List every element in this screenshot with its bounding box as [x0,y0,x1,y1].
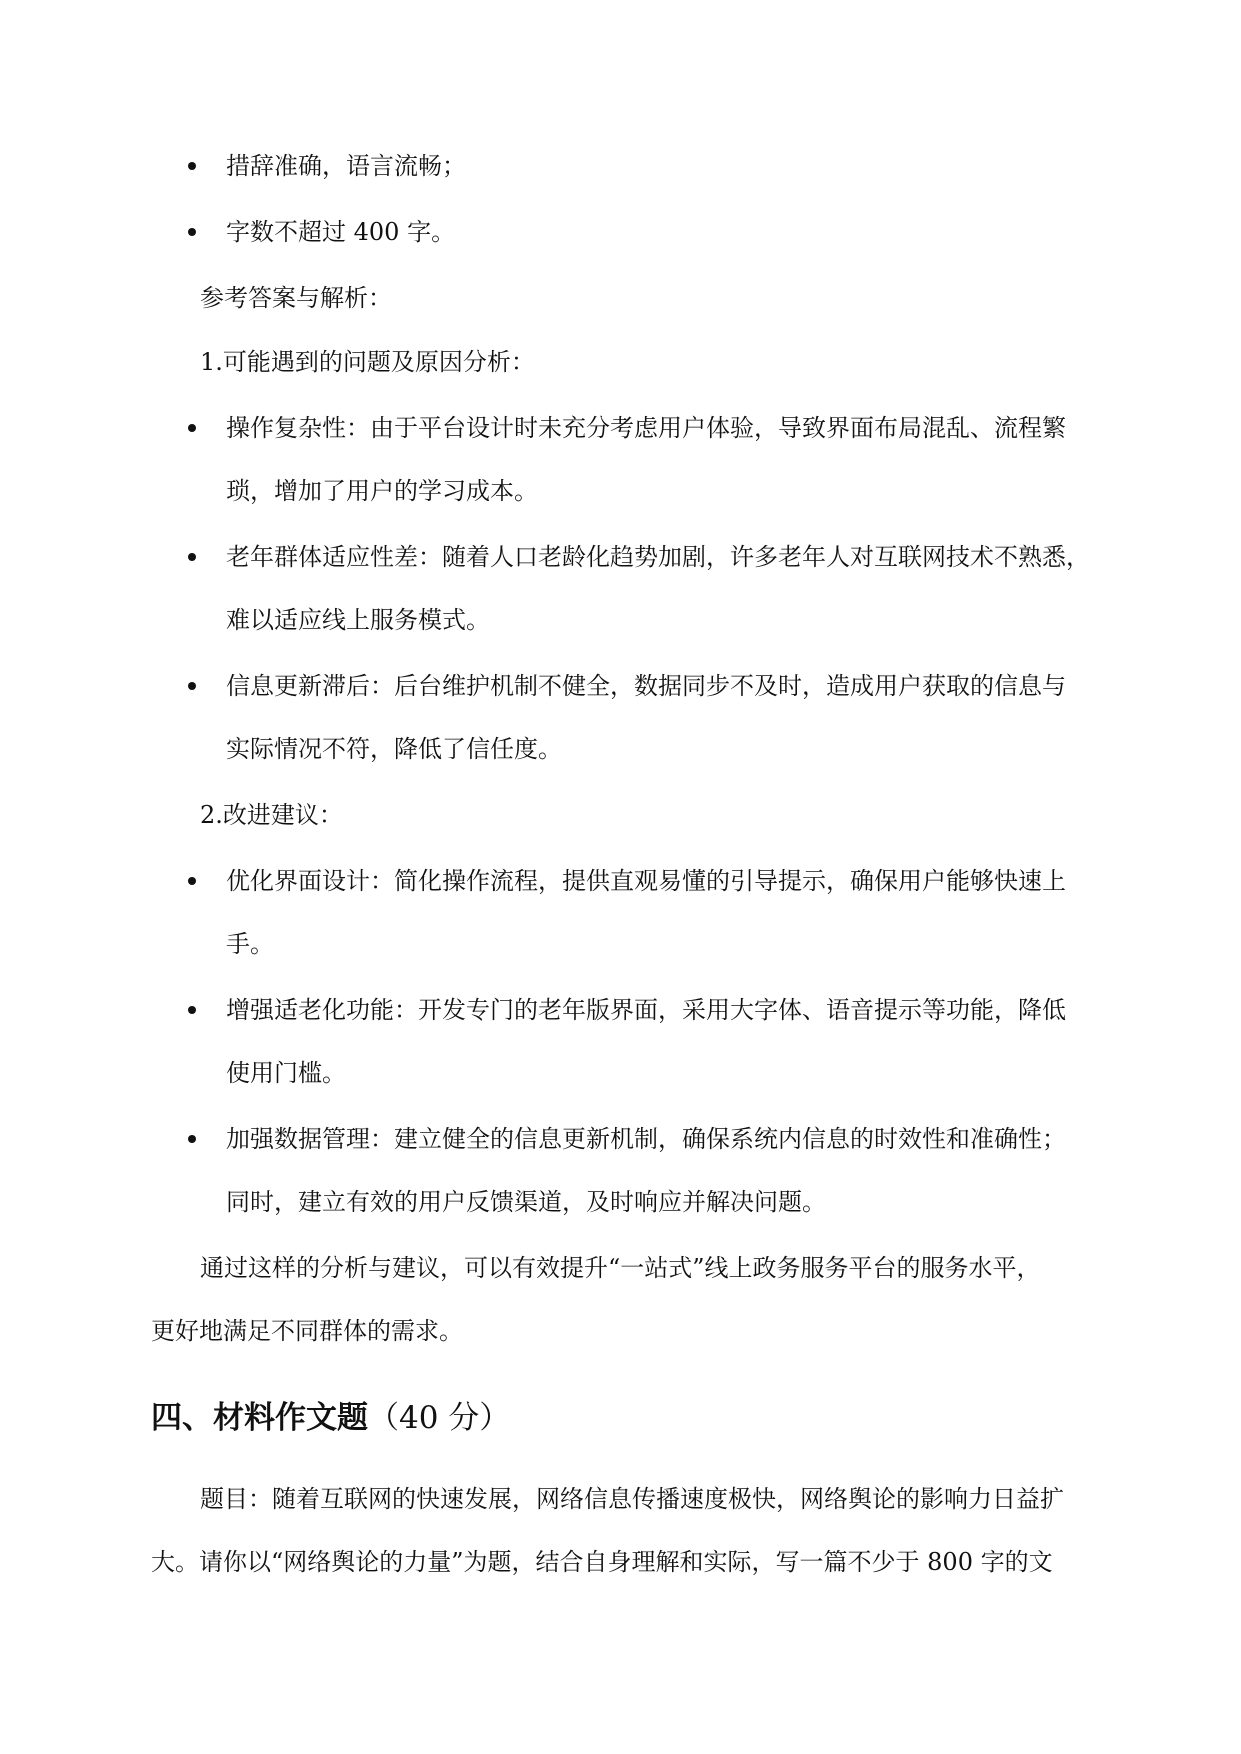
essay-prompt-line: 大。请你以“网络舆论的力量”为题，结合自身理解和实际，写一篇不少于 800 字的文 [151,1548,1053,1576]
section-title-suggestions: 2.改进建议： [200,801,343,829]
problem-item-line: 难以适应线上服务模式。 [226,606,490,634]
problem-item-line: 实际情况不符，降低了信任度。 [226,735,562,763]
section-heading-score: （40 分） [368,1400,511,1436]
bullet-dot [188,162,196,170]
suggestion-item-line: 手。 [226,930,274,958]
section-title-problems: 1.可能遇到的问题及原因分析： [200,348,535,376]
section-heading [151,1396,510,1440]
bullet-dot [188,228,196,236]
bullet-dot [188,1135,196,1143]
bullet-dot [188,682,196,690]
essay-prompt-line: 题目：随着互联网的快速发展，网络信息传播速度极快，网络舆论的影响力日益扩 [200,1485,1064,1513]
bullet-dot [188,877,196,885]
bullet-dot [188,1006,196,1014]
problem-item-line: 信息更新滞后：后台维护机制不健全，数据同步不及时，造成用户获取的信息与 [226,672,1066,700]
problem-item-line: 操作复杂性：由于平台设计时未充分考虑用户体验，导致界面布局混乱、流程繁 [226,414,1066,442]
conclusion-line: 通过这样的分析与建议，可以有效提升“一站式”线上政务服务平台的服务水平， [200,1254,1041,1282]
list-item-text: 措辞准确，语言流畅； [226,152,466,180]
bullet-dot [188,424,196,432]
problem-item-line: 老年群体适应性差：随着人口老龄化趋势加剧，许多老年人对互联网技术不熟悉， [226,543,1090,571]
suggestion-item-line: 加强数据管理：建立健全的信息更新机制，确保系统内信息的时效性和准确性； [226,1125,1066,1153]
section-heading-title: 四、材料作文题 [151,1400,368,1436]
conclusion-line: 更好地满足不同群体的需求。 [151,1317,463,1345]
suggestion-item-line: 优化界面设计：简化操作流程，提供直观易懂的引导提示，确保用户能够快速上 [226,867,1066,895]
suggestion-item-line: 使用门槛。 [226,1059,346,1087]
list-item-text: 字数不超过 400 字。 [226,218,456,246]
answer-label: 参考答案与解析： [200,284,392,312]
suggestion-item-line: 增强适老化功能：开发专门的老年版界面，采用大字体、语音提示等功能，降低 [226,996,1066,1024]
suggestion-item-line: 同时，建立有效的用户反馈渠道，及时响应并解决问题。 [226,1188,826,1216]
bullet-dot [188,553,196,561]
problem-item-line: 琐，增加了用户的学习成本。 [226,477,538,505]
